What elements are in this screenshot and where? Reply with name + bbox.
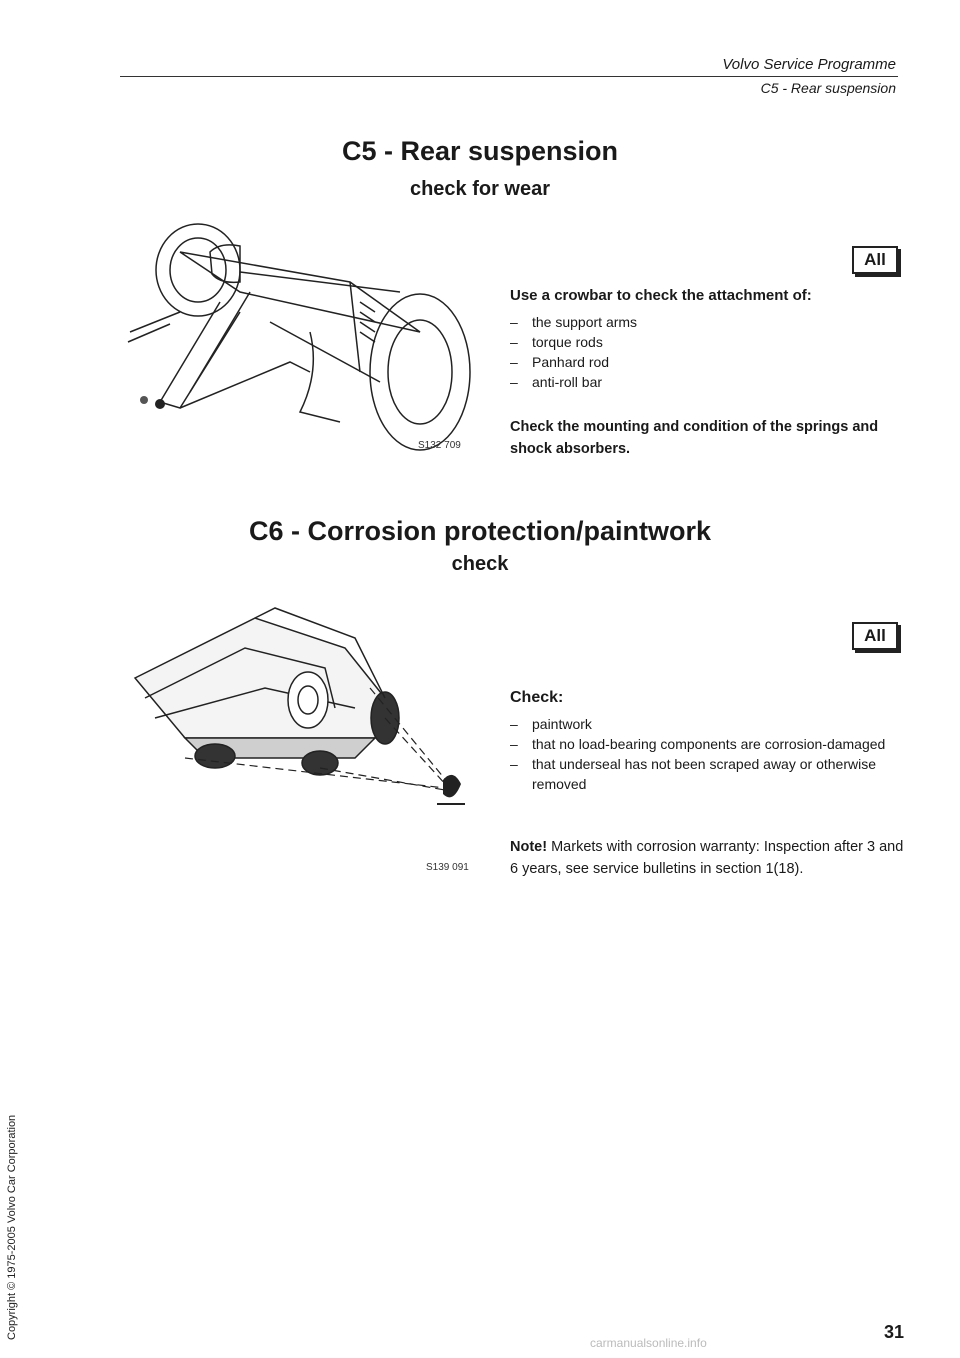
c5-note: Check the mounting and condition of the springs and shock absorbers. [510, 419, 879, 457]
header-section: C5 - Rear suspension [760, 80, 896, 96]
list-item: – Panhard rod [510, 352, 900, 372]
c5-figure-code: S132 709 [418, 440, 461, 451]
list-item: – torque rods [510, 332, 900, 352]
c6-check-list [510, 714, 900, 794]
car-underside-illustration [125, 608, 495, 838]
rear-suspension-illustration [120, 212, 480, 462]
note-label: Note! [510, 839, 548, 855]
list-item: – that no load-bearing components are corrosion-damaged [510, 734, 900, 754]
c5-lead-text: Use a crowbar to check the attachment of: [510, 287, 812, 304]
page-number: 31 [884, 1322, 905, 1342]
c6-note [510, 836, 905, 880]
c6-subtitle: check [451, 553, 509, 575]
c6-figure-code: S139 091 [426, 862, 469, 873]
c6-model-badge: All [852, 622, 898, 650]
c6-title: C6 - Corrosion protection/paintwork [248, 516, 712, 546]
c5-model-badge: All [852, 246, 898, 274]
manual-title: Volvo Service Programme [722, 56, 896, 73]
header-rule [120, 76, 898, 77]
c5-subtitle: check for wear [409, 178, 551, 200]
watermark: carmanualsonline.info [590, 1336, 707, 1350]
list-item: – anti-roll bar [510, 372, 900, 392]
c5-title: C5 - Rear suspension [341, 136, 619, 166]
copyright-notice: Copyright © 1975-2005 Volvo Car Corporation [6, 1114, 18, 1340]
c5-check-list [510, 312, 900, 392]
note-text: Markets with corrosion warranty: Inspection after 3 and 6 years, see service bulletins in section 1(18). [510, 839, 904, 877]
c6-lead-text: Check: [510, 689, 564, 706]
list-item: – that underseal has not been scraped away or otherwise removed [510, 754, 900, 794]
list-item: – paintwork [510, 714, 900, 734]
list-item: – the support arms [510, 312, 900, 332]
